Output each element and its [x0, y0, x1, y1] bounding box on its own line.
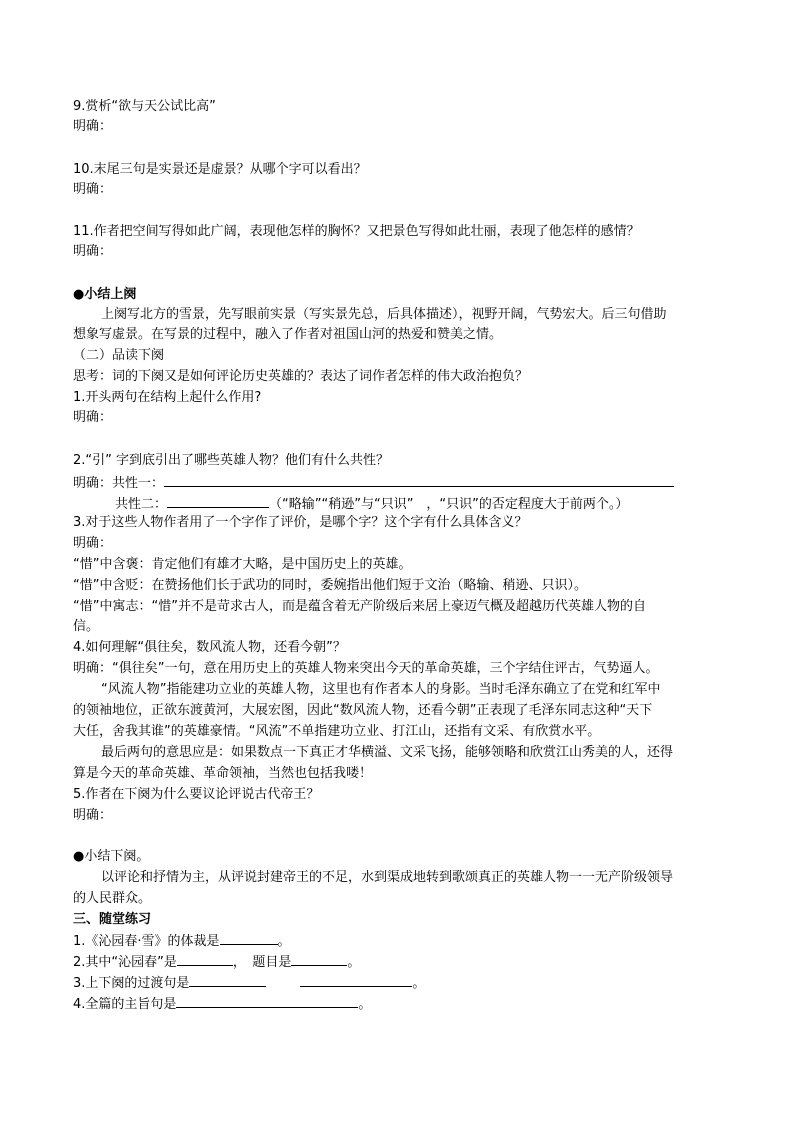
answer-blank[interactable]: [177, 951, 233, 966]
summary-upper-line: 想象写虚景。在写景的过程中，融入了作者对祖国山河的热爱和赞美之情。: [73, 327, 503, 342]
common-trait-1-label: 明确：共性一：: [73, 476, 165, 491]
section-heading: （二）品读下阕: [73, 348, 165, 363]
summary-upper-line: 上阕写北方的雪景，先写眼前实景（写实景先总，后具体描述），视野开阔，气势宏大。后三句借助: [101, 307, 667, 322]
answer-4-line: 大任，舍我其谁”的英雄豪情。“风流”不单指建功立业、打江山，还指有文采、有欣赏水平。: [73, 724, 601, 739]
period: 。: [277, 934, 291, 949]
question-4: 4.如何理解“俱往矣，数风流人物，还看今朝”？: [73, 640, 346, 655]
answer-blank[interactable]: [220, 930, 278, 945]
practice-item-1: [73, 930, 291, 952]
xi-praise: “惜”中含褒：肯定他们有雄才大略，是中国历史上的英雄。: [73, 557, 412, 572]
practice-item-3-text: 3.上下阕的过渡句是: [73, 976, 190, 991]
period: 。: [412, 976, 426, 991]
answer-4-line: 算是今天的革命英雄、革命领袖，当然也包括我喽！: [73, 766, 373, 781]
answer-label: 明确：: [73, 536, 113, 551]
practice-heading: 三、随堂练习: [73, 912, 152, 927]
common-trait-1: [73, 472, 674, 494]
summary-lower-line: 以评论和抒情为主，从评说封建帝王的不足，水到渠成地转到歌颂真正的英雄人物一一无产阶级领导: [101, 870, 674, 885]
answer-blank[interactable]: [176, 993, 358, 1008]
answer-blank[interactable]: [291, 951, 347, 966]
question-11: 11.作者把空间写得如此广阔，表现他怎样的胸怀？又把景色写得如此壮丽，表现了他怎样的感情？: [73, 224, 640, 239]
question-2: 2.“引” 字到底引出了哪些英雄人物？他们有什么共性？: [73, 453, 390, 468]
common-trait-2: [115, 493, 628, 515]
answer-4-line: 的领袖地位，正欲东渡黄河，大展宏图，因此“数风流人物，还看今朝”正表现了毛泽东同志这种“天下: [73, 703, 653, 718]
answer-label: 明确：: [73, 244, 113, 259]
practice-item-4-text: 4.全篇的主旨句是: [73, 997, 177, 1012]
answer-4-line: 最后两句的意思应是：如果数点一下真正才华横溢、文采飞扬，能够领略和欣赏江山秀美的人，还得: [101, 745, 674, 760]
question-5: 5.作者在下阕为什么要议论评说古代帝王？: [73, 787, 320, 802]
question-9: 9.赏析“欲与天公试比高”: [73, 99, 216, 114]
practice-item-2: [73, 951, 360, 973]
common-trait-2-label: 共性二：: [115, 497, 168, 512]
answer-label: 明确：: [73, 410, 113, 425]
xi-ambition: “惜”中寓志：“惜”并不是苛求古人，而是蕴含着无产阶级后来居上豪迈气概及超越历代英雄人物的自: [73, 599, 646, 614]
answer-label: 明确：: [73, 808, 113, 823]
practice-item-1-text: 1.《沁园春·雪》的体裁是: [73, 934, 220, 949]
summary-lower-line: 的人民群众。: [73, 891, 152, 906]
answer-label: 明确：: [73, 182, 113, 197]
common-trait-2-note: （“略输”“稍逊”与“只识” ，“只识”的否定程度大于前两个。）: [269, 497, 629, 512]
answer-label: 明确：: [73, 119, 113, 134]
period: 。: [347, 955, 361, 970]
question-10: 10.末尾三句是实景还是虚景？从哪个字可以看出？: [73, 162, 367, 177]
practice-item-4: [73, 993, 371, 1015]
practice-item-3: [73, 972, 425, 994]
question-1: 1.开头两句在结构上起什么作用?: [73, 390, 262, 405]
practice-item-2-text: ， 题目是: [232, 955, 292, 970]
period: 。: [358, 997, 372, 1012]
think-question: 思考：词的下阕又是如何评论历史英雄的？表达了词作者怎样的伟大政治抱负？: [73, 369, 529, 384]
xi-criticism: “惜”中含贬：在赞扬他们长于武功的同时，委婉指出他们短于文治（略输、稍逊、只识）。: [73, 578, 587, 593]
answer-blank[interactable]: [300, 972, 412, 987]
summary-lower-heading: ●小结下阕。: [73, 849, 150, 864]
answer-4-line: 明确：“俱往矣”一句，意在用历史上的英雄人物来突出今天的革命英雄，三个字结住评古，气势逼人。: [73, 661, 659, 676]
answer-blank[interactable]: [189, 972, 266, 987]
xi-ambition-cont: 信。: [73, 619, 100, 634]
answer-4-line: “风流人物”指能建功立业的英雄人物，这里也有作者本人的身影。当时毛泽东确立了在党和红军中: [101, 682, 661, 697]
practice-item-2-text: 2.其中“沁园春”是: [73, 955, 177, 970]
summary-upper-heading: ●小结上阕: [73, 287, 137, 302]
answer-blank[interactable]: [164, 472, 674, 487]
question-3: 3.对于这些人物作者用了一个字作了评价，是哪个字？这个字有什么具体含义？: [73, 515, 528, 530]
answer-blank[interactable]: [167, 493, 269, 508]
